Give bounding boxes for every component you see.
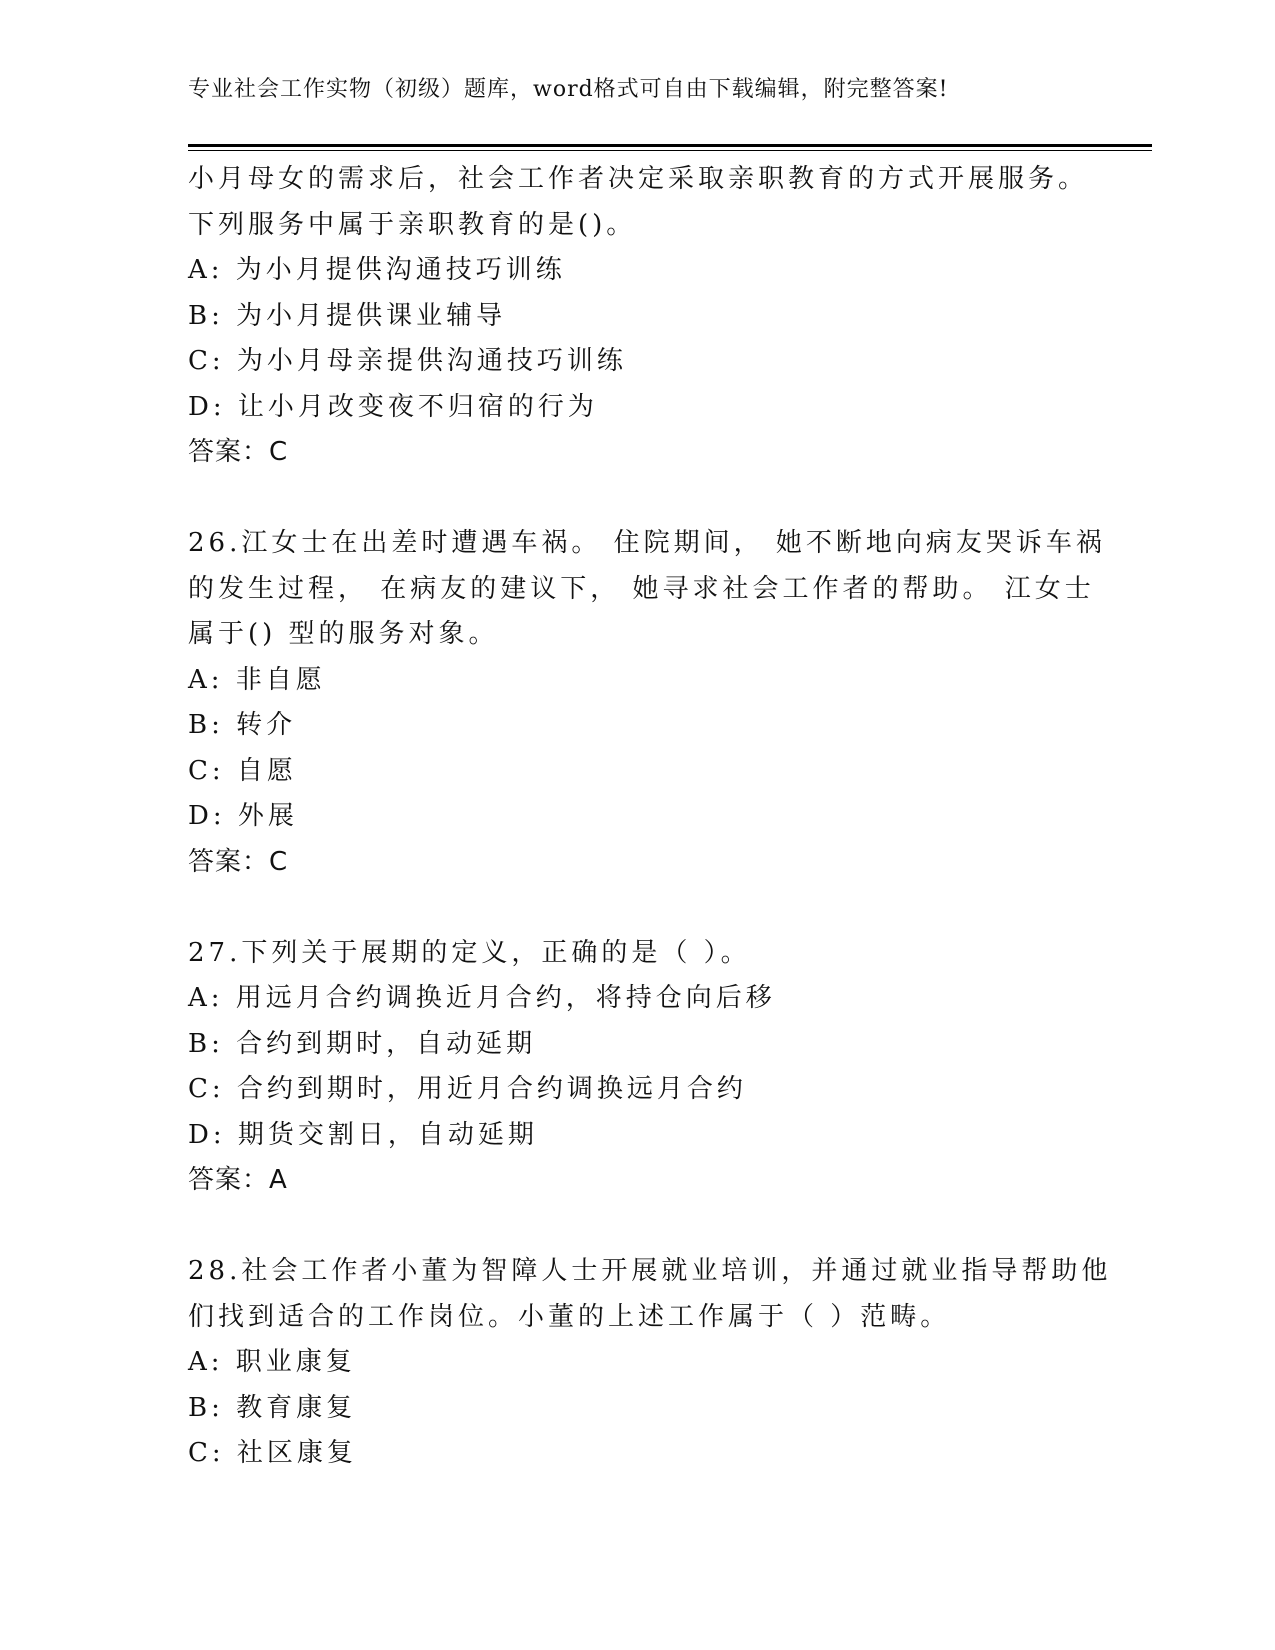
answer-line: 答案：A <box>188 1165 288 1195</box>
option-b: B: 合约到期时，自动延期 <box>188 1028 537 1059</box>
option-d: D: 期货交割日，自动延期 <box>188 1119 538 1150</box>
question-28 <box>188 1249 1112 1477</box>
option-c: C: 为小月母亲提供沟通技巧训练 <box>188 346 627 376</box>
question-stem-line: 28.社会工作者小董为智障人士开展就业培训，并通过就业指导帮助他 <box>188 1256 1112 1286</box>
page-header: 专业社会工作实物（初级）题库，word格式可自由下载编辑，附完整答案! <box>188 77 949 102</box>
option-d: D: 让小月改变夜不归宿的行为 <box>188 391 598 422</box>
question-stem-line: 的发生过程， 在病友的建议下， 她寻求社会工作者的帮助。 江女士 <box>188 573 1095 604</box>
option-c: C: 合约到期时，用近月合约调换远月合约 <box>188 1074 747 1104</box>
question-stem-line: 27.下列关于展期的定义，正确的是（ ）。 <box>188 937 751 968</box>
question-stem-line: 们找到适合的工作岗位。小董的上述工作属于（ ）范畴。 <box>188 1301 951 1332</box>
question-list <box>188 157 1112 1477</box>
question-25-continued <box>188 157 1088 476</box>
spacer <box>188 476 1088 522</box>
header-divider <box>188 144 1152 151</box>
option-b: B: 教育康复 <box>188 1392 357 1423</box>
question-stem-line: 小月母女的需求后，社会工作者决定采取亲职教育的方式开展服务。 <box>188 164 1089 194</box>
option-a: A: 用远月合约调换近月合约，将持仓向后移 <box>188 983 776 1013</box>
question-stem-line: 属于() 型的服务对象。 <box>188 619 499 649</box>
option-b: B: 为小月提供课业辅导 <box>188 300 507 331</box>
option-c: C: 社区康复 <box>188 1438 357 1468</box>
question-26 <box>188 521 1106 885</box>
option-a: A: 非自愿 <box>188 664 326 695</box>
question-stem-line: 下列服务中属于亲职教育的是()。 <box>188 209 637 240</box>
question-stem-line: 26.江女士在出差时遭遇车祸。 住院期间， 她不断地向病友哭诉车祸 <box>188 528 1106 558</box>
option-b: B: 转介 <box>188 710 297 740</box>
option-d: D: 外展 <box>188 801 298 831</box>
answer-line: 答案：C <box>188 846 289 877</box>
option-c: C: 自愿 <box>188 755 297 786</box>
spacer <box>188 1204 1088 1250</box>
spacer <box>188 885 1088 931</box>
answer-line: 答案：C <box>188 437 289 467</box>
option-a: A: 为小月提供沟通技巧训练 <box>188 255 566 285</box>
question-27 <box>188 931 1088 1204</box>
option-a: A: 职业康复 <box>188 1347 356 1377</box>
